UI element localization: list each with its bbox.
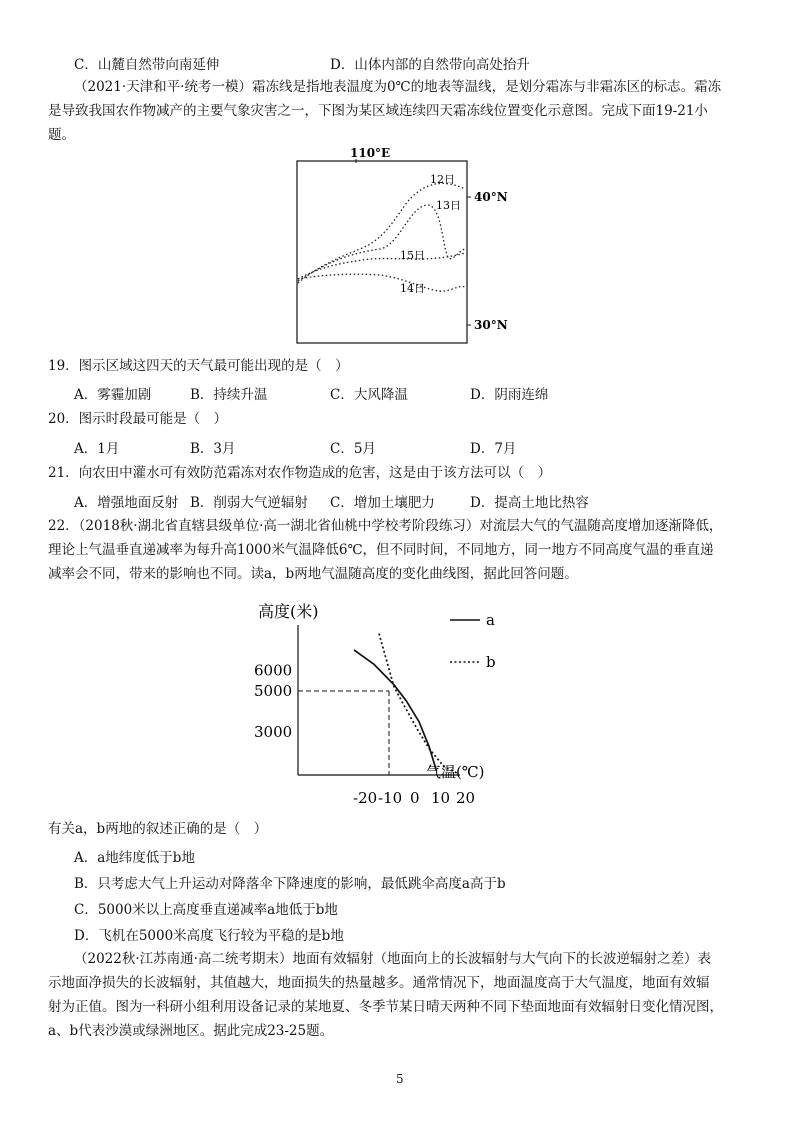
q22-option-b: B．只考虑大气上升运动对降落伞下降速度的影响，最低跳伞高度a高于b xyxy=(74,876,506,892)
y-tick-5000: 5000 xyxy=(254,681,293,700)
q21-option-b: B．削弱大气逆辐射 xyxy=(190,495,308,511)
series-a-line xyxy=(354,650,437,771)
label-12: 12日 xyxy=(430,173,455,186)
intro2-line2: 示地面净损失的长波辐射，其值越大，地面损失的热量越多。通常情况下，地面温度高于大气温度，地面有效辐 xyxy=(48,975,710,991)
q22-line1: 22．（2018秋·湖北省直辖县级单位·高一湖北省仙桃中学校考阶段练习）对流层大气的气温随高度增加逐渐降低， xyxy=(48,518,723,534)
q19-option-b: B．持续升温 xyxy=(190,387,268,403)
x-tick-0: 0 xyxy=(410,789,420,807)
intro1-line1: （2021·天津和平·统考一模）霜冻线是指地表温度为0℃的地表等温线，是划分霜冻与非霜冻区的标志。霜冻 xyxy=(74,79,722,95)
q22-option-d: D．飞机在5000米高度飞行较为平稳的是b地 xyxy=(74,928,344,944)
label-14: 14日 xyxy=(400,282,425,295)
legend-b-label: b xyxy=(486,653,496,671)
label-15: 15日 xyxy=(400,249,425,262)
q21-option-a: A．增强地面反射 xyxy=(74,495,179,511)
q19-stem: 19．图示区域这四天的天气最可能出现的是（ ） xyxy=(48,358,349,374)
q21-option-d: D．提高土地比热容 xyxy=(470,495,589,511)
q20-option-c: C．5月 xyxy=(330,441,376,457)
intro2-line1: （2022秋·江苏南通·高二统考期末）地面有效辐射（地面向上的长波辐射与大气向下的长波逆辐射之差）表 xyxy=(74,951,711,967)
page-number: 5 xyxy=(396,1072,404,1086)
lon-label: 110°E xyxy=(350,146,391,160)
x-axis-label: 气温(℃) xyxy=(426,763,485,781)
q18-option-c: C．山麓自然带向南延伸 xyxy=(74,57,220,73)
frost-line-14 xyxy=(298,274,465,291)
intro1-line2: 是导致我国农作物减产的主要气象灾害之一，下图为某区域连续四天霜冻线位置变化示意图。完成下面19-21小 xyxy=(48,103,708,119)
lat-top-label: 40°N xyxy=(474,190,508,204)
y-tick-6000: 6000 xyxy=(254,661,293,680)
label-13: 13日 xyxy=(436,199,461,212)
q22-option-a: A．a地纬度低于b地 xyxy=(74,850,195,866)
q20-stem: 20．图示时段最可能是（ ） xyxy=(48,411,228,427)
q20-option-a: A．1月 xyxy=(74,441,120,457)
q20-option-b: B．3月 xyxy=(190,441,236,457)
temperature-height-chart xyxy=(250,595,520,810)
q21-option-c: C．增加土壤肥力 xyxy=(330,495,435,511)
q19-option-c: C．大风降温 xyxy=(330,387,408,403)
x-tick-20: 20 xyxy=(456,789,476,807)
q22-line3: 减率会不同，带来的影响也不同。读a，b两地气温随高度的变化曲线图，据此回答问题。 xyxy=(48,566,578,582)
frost-line-map xyxy=(290,145,520,350)
legend-a-label: a xyxy=(486,611,495,629)
y-axis-label: 高度(米) xyxy=(258,602,319,621)
q20-option-d: D．7月 xyxy=(470,441,517,457)
intro1-line3: 题。 xyxy=(48,127,75,143)
intro2-line3: 射为正值。图为一科研小组利用设备记录的某地夏、冬季节某日晴天两种不同下垫面地面有效辐射日变化情况图， xyxy=(48,999,723,1015)
q22-stem2: 有关a，b两地的叙述正确的是（ ） xyxy=(48,821,268,837)
y-tick-3000: 3000 xyxy=(254,722,293,741)
q22-line2: 理论上气温垂直递减率为每升高1000米气温降低6℃，但不同时间，不同地方，同一地方不同高度气温的垂直递 xyxy=(48,542,714,558)
series-b-line xyxy=(379,634,459,774)
lat-bottom-label: 30°N xyxy=(474,318,508,332)
x-tick--20: -20 xyxy=(353,789,378,807)
q19-option-d: D．阴雨连绵 xyxy=(470,387,549,403)
q22-option-c: C．5000米以上高度垂直递减率a地低于b地 xyxy=(74,902,338,918)
x-tick--10: -10 xyxy=(378,789,403,807)
frost-line-13 xyxy=(298,205,465,281)
q19-option-a: A．雾霾加剧 xyxy=(74,387,152,403)
x-tick-10: 10 xyxy=(431,789,451,807)
intro2-line4: a、b代表沙漠或绿洲地区。据此完成23-25题。 xyxy=(48,1023,334,1039)
map-frame xyxy=(297,161,467,343)
q18-option-d: D．山体内部的自然带向高处抬升 xyxy=(330,57,530,73)
q21-stem: 21．向农田中灌水可有效防范霜冻对农作物造成的危害，这是由于该方法可以（ ） xyxy=(48,465,552,481)
